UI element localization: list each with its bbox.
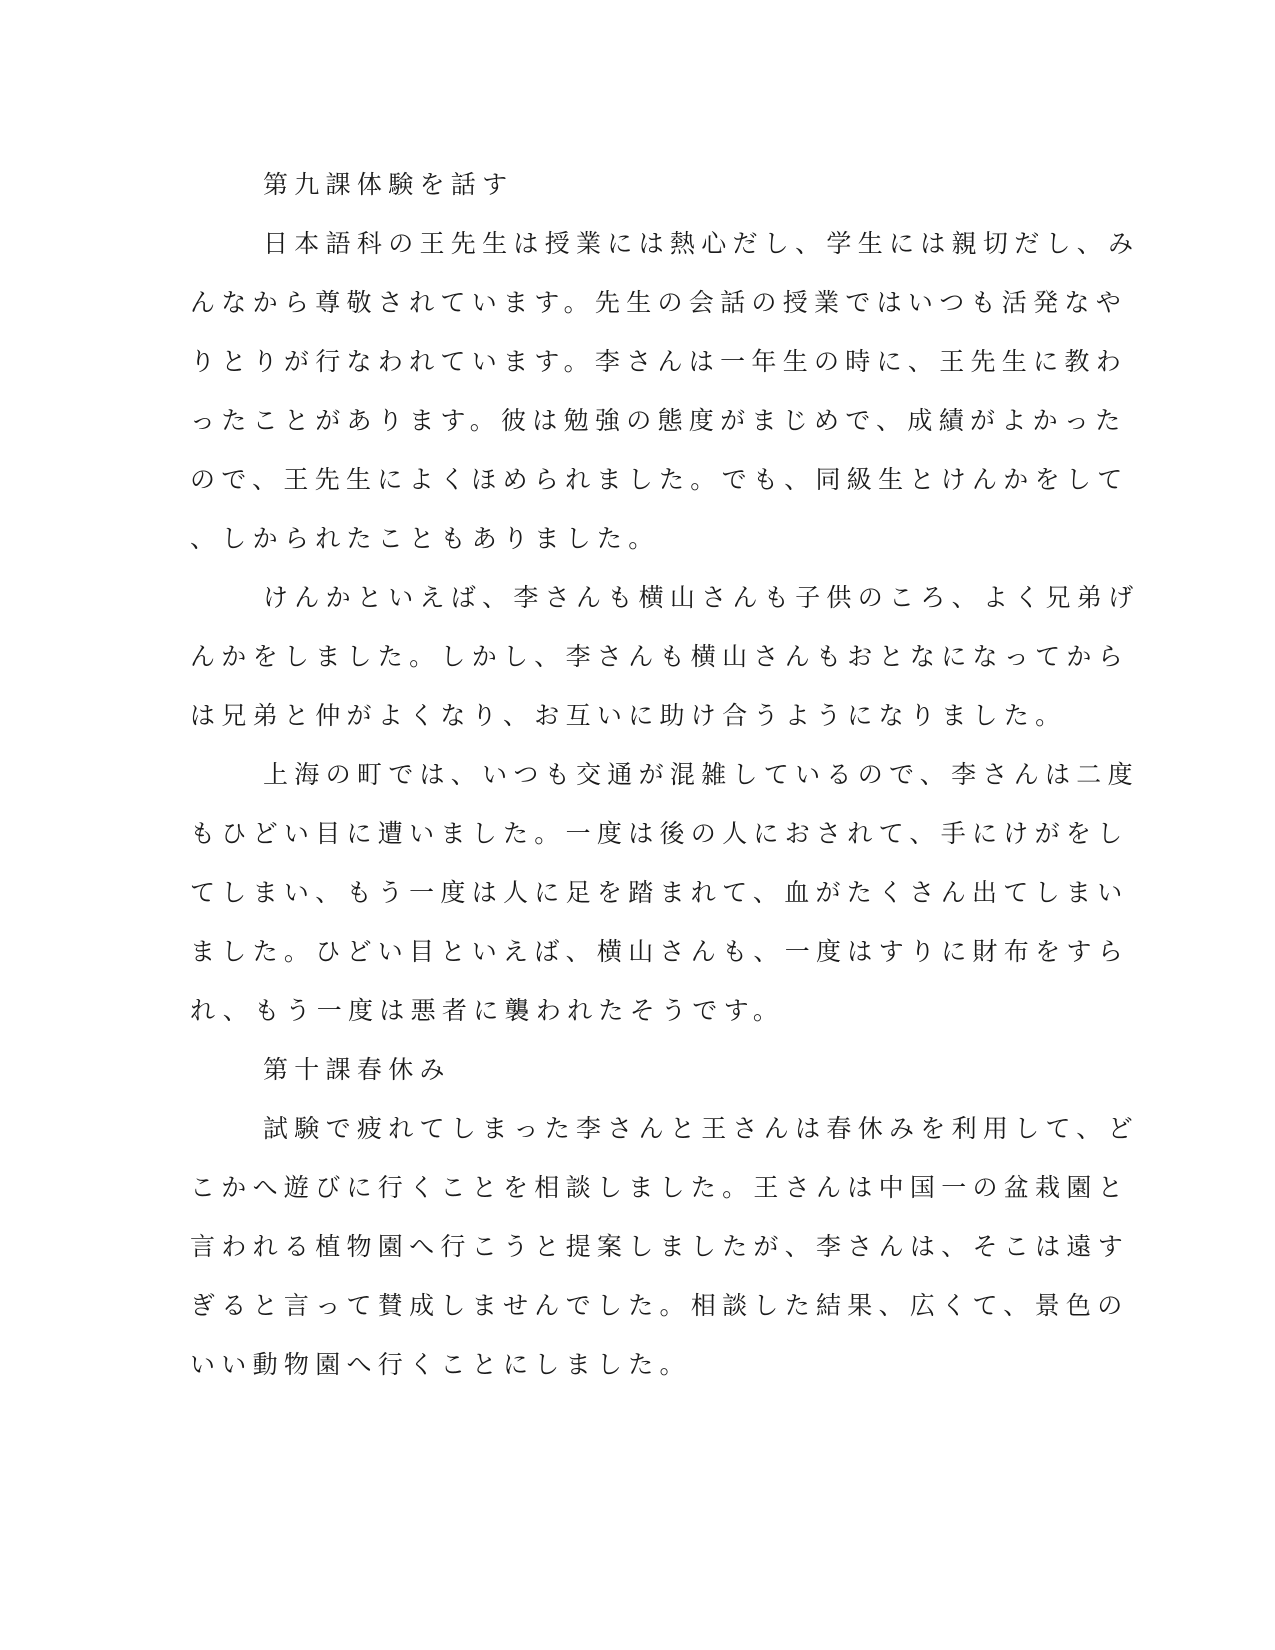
paragraph-line: ぎると言って賛成しませんでした。相談した結果、広くて、景色の: [190, 1291, 1129, 1320]
paragraph-line: 、しかられたこともありました。: [190, 524, 660, 553]
paragraph-line: りとりが行なわれています。李さんは一年生の時に、王先生に教わ: [190, 347, 1128, 376]
paragraph-line: 上海の町では、いつも交通が混雑しているので、李さんは二度: [263, 760, 1139, 789]
paragraph-line: 言われる植物園へ行こうと提案しましたが、李さんは、そこは遠す: [190, 1232, 1130, 1261]
paragraph-line: は兄弟と仲がよくなり、お互いに助け合うようになりました。: [190, 701, 1067, 730]
paragraph-line: んなから尊敬されています。先生の会話の授業ではいつも活発なや: [190, 288, 1128, 317]
paragraph-line: 試験で疲れてしまった李さんと王さんは春休みを利用して、ど: [263, 1114, 1139, 1143]
paragraph-line: 日本語科の王先生は授業には熱心だし、学生には親切だし、み: [263, 229, 1140, 258]
paragraph-line: こかへ遊びに行くことを相談しました。王さんは中国一の盆栽園と: [190, 1173, 1130, 1202]
paragraph-line: ので、王先生によくほめられました。でも、同級生とけんかをして: [190, 465, 1129, 494]
paragraph-line: ました。ひどい目といえば、横山さんも、一度はすりに財布をすら: [190, 937, 1130, 966]
lesson-9-heading: 第九課体験を話す: [263, 170, 514, 199]
paragraph-line: もひどい目に遭いました。一度は後の人におされて、手にけがをし: [190, 819, 1129, 848]
lesson-10-heading: 第十課春休み: [263, 1055, 451, 1084]
paragraph-line: れ、もう一度は悪者に襲われたそうです。: [190, 996, 785, 1025]
paragraph-line: けんかといえば、李さんも横山さんも子供のころ、よく兄弟げ: [263, 583, 1140, 612]
paragraph-line: ったことがあります。彼は勉強の態度がまじめで、成績がよかった: [190, 406, 1127, 435]
paragraph-line: いい動物園へ行くことにしました。: [190, 1350, 691, 1379]
paragraph-line: んかをしました。しかし、李さんも横山さんもおとなになってから: [190, 642, 1130, 671]
paragraph-line: てしまい、もう一度は人に足を踏まれて、血がたくさん出てしまい: [190, 878, 1129, 907]
